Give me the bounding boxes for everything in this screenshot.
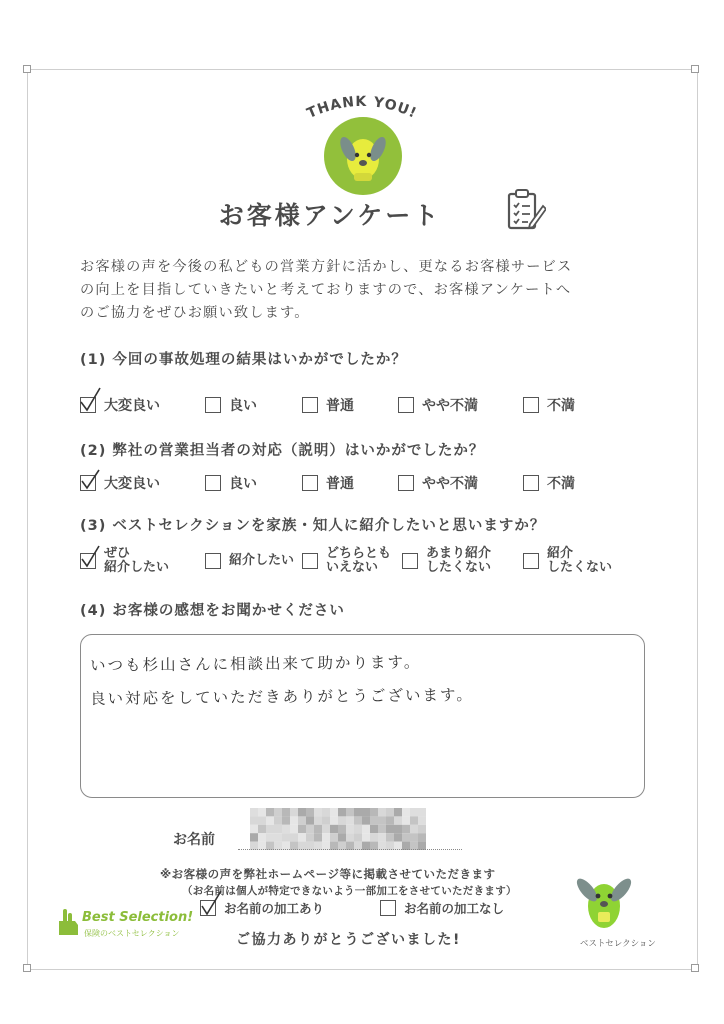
q1-option-somewhat-dissatisfied[interactable]: やや不満 <box>398 395 478 415</box>
checkbox[interactable] <box>398 397 414 413</box>
q1-option-very-good[interactable]: 大変良い <box>80 395 160 415</box>
question-2: (2) 弊社の営業担当者の対応（説明）はいかがでしたか？ <box>80 443 485 459</box>
name-edit-no-option[interactable]: お名前の加工なし <box>380 899 504 917</box>
checkbox[interactable] <box>302 475 318 491</box>
company-logo: Best Selection! 保険のベストセレクション <box>56 909 82 943</box>
handwritten-answer-line: 良い対応をしていただきありがとうございます。 <box>89 685 474 709</box>
question-3: (3) ベストセレクションを家族・知人に紹介したいと思いますか？ <box>80 518 546 534</box>
checkbox[interactable] <box>80 397 96 413</box>
q3-option-not-really[interactable]: あまり紹介 したくない <box>402 547 491 575</box>
checkmark-icon <box>199 889 223 917</box>
hand-logo-icon <box>56 909 82 939</box>
intro-text: お客様の声を今後の私どもの営業方針に活かし、更なるお客様サービス の向上を目指していきたいと考えておりますので、お客様アンケートへ のご協力をぜひお願い致します。 <box>80 259 573 321</box>
checkbox[interactable] <box>523 475 539 491</box>
handwritten-answer-line: いつも杉山さんに相談出来て助かります。 <box>89 653 422 675</box>
dog-mascot-icon <box>574 866 634 938</box>
q1-option-good[interactable]: 良い <box>205 395 257 415</box>
mascot-caption: ベストセレクション <box>580 939 656 949</box>
publication-notice: ※お客様の声を弊社ホームページ等に掲載させていただきます <box>160 867 496 881</box>
checkbox[interactable] <box>523 553 539 569</box>
checkbox[interactable] <box>302 553 318 569</box>
q2-option-dissatisfied[interactable]: 不満 <box>523 473 575 493</box>
corner-mark <box>23 65 31 73</box>
dog-mascot-icon <box>324 117 402 195</box>
checkbox[interactable] <box>80 475 96 491</box>
anonymization-notice: （お名前は個人が特定できないよう一部加工をさせていただきます） <box>182 885 517 897</box>
checkmark-icon <box>79 542 103 570</box>
page-title: お客様アンケート <box>218 201 442 230</box>
q3-option-recommend[interactable]: 紹介したい <box>205 553 294 569</box>
checkbox[interactable] <box>200 900 216 916</box>
clipboard-icon <box>506 188 546 234</box>
name-label: お名前 <box>173 832 215 848</box>
question-4: (4) お客様の感想をお聞かせください <box>80 603 345 619</box>
checkbox[interactable] <box>398 475 414 491</box>
q2-option-good[interactable]: 良い <box>205 473 257 493</box>
checkbox[interactable] <box>205 553 221 569</box>
name-underline <box>238 849 462 850</box>
checkbox[interactable] <box>205 397 221 413</box>
q3-option-not-recommend[interactable]: 紹介 したくない <box>523 547 612 575</box>
q2-option-somewhat-dissatisfied[interactable]: やや不満 <box>398 473 478 493</box>
corner-mark <box>23 964 31 972</box>
q3-option-definitely-recommend[interactable]: ぜひ 紹介したい <box>80 547 169 575</box>
checkbox[interactable] <box>205 475 221 491</box>
checkbox[interactable] <box>302 397 318 413</box>
q3-option-neutral[interactable]: どちらとも いえない <box>302 547 391 575</box>
checkbox[interactable] <box>380 900 396 916</box>
q2-option-average[interactable]: 普通 <box>302 473 354 493</box>
question-1: (1) 今回の事故処理の結果はいかがでしたか？ <box>80 352 407 368</box>
thank-you-footer: ご協力ありがとうございました! <box>236 932 461 948</box>
checkbox[interactable] <box>80 553 96 569</box>
checkbox[interactable] <box>523 397 539 413</box>
q1-option-average[interactable]: 普通 <box>302 395 354 415</box>
mascot-badge <box>324 117 402 195</box>
q1-option-dissatisfied[interactable]: 不満 <box>523 395 575 415</box>
corner-mark <box>691 964 699 972</box>
corner-mark <box>691 65 699 73</box>
checkmark-icon <box>79 464 103 492</box>
q2-option-very-good[interactable]: 大変良い <box>80 473 160 493</box>
svg-text:THANK YOU!: THANK YOU! <box>304 93 420 122</box>
pixelated-name <box>250 808 426 850</box>
checkmark-icon <box>79 386 103 414</box>
checkbox[interactable] <box>402 553 418 569</box>
name-edit-yes-option[interactable]: お名前の加工あり <box>200 899 324 917</box>
